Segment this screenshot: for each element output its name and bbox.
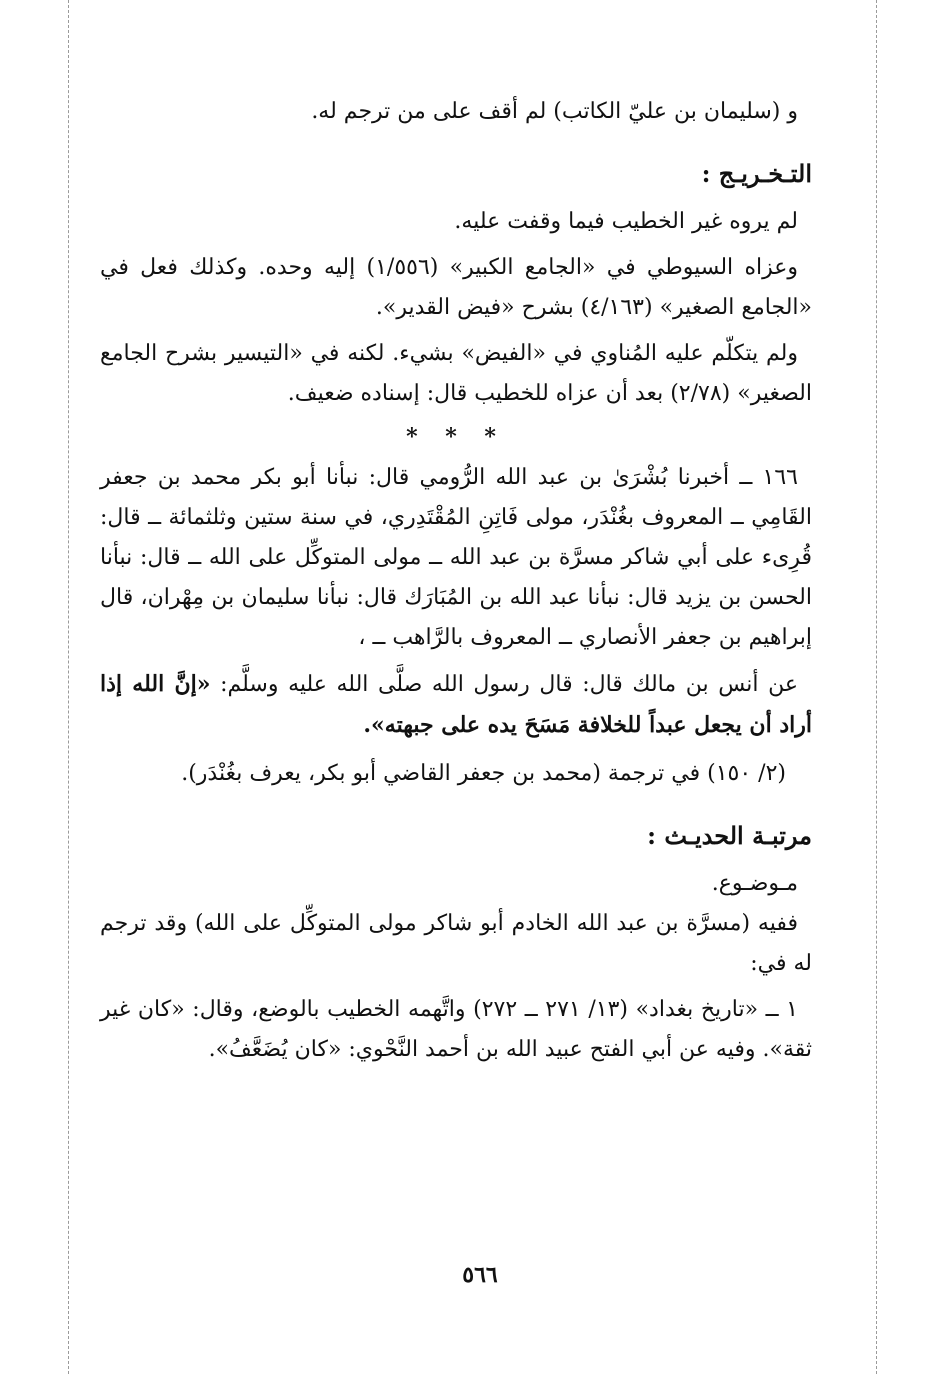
rank-heading: مرتبـة الحديـث : (647, 821, 812, 850)
hadith-matn-text: «إنَّ الله إذا أراد أن يجعل عبداً للخلافة مَسَحَ يده على جبهته». (100, 671, 812, 738)
left-margin-line (68, 0, 69, 1374)
hadith-isnad: ١٦٦ ــ أخبرنا بُشْرَىٰ بن عبد الله الرُّومي قال: نبأنا أبو بكر محمد بن جعفر القَامِي ــ المعروف بغُنْدَر، مولى فَاتِنِ المُقْتَدِري، في سنة ستين وثلثمائة ــ قال: قُرِىء على أبي شاكر مسرَّة بن عبد الله ــ مولى المتوكِّل على الله ــ قال: نبأنا الحسن بن يزيد قال: نبأنا عبد الله بن المُبَارَك قال: نبأنا سليمان بن مِهْران، قال إبراهيم بن جعفر الأنصاري ــ المعروف بالرَّاهب ــ ، (100, 465, 812, 650)
hadith-verdict: مـوضـوع. (711, 871, 798, 896)
paragraph-source-1: ١ ــ «تاريخ بغداد» (١٣/ ٢٧١ ــ ٢٧٢) واتَّهمه الخطيب بالوضع، وقال: «كان غير ثقة». وفيه عن أبي الفتح عبيد الله بن أحمد النَّحْوي: «كان يُضَعَّفُ». (100, 997, 812, 1062)
paragraph-narrator-critique: ففيه (مسرَّة بن عبد الله الخادم أبو شاكر مولى المتوكِّل على الله) وقد ترجم له في: (100, 911, 812, 976)
page-content (100, 92, 812, 1076)
hadith-matn-intro: عن أنس بن مالك قال: قال رسول الله صلَّى الله عليه وسلَّم: (220, 672, 798, 697)
section-separator: * * * (406, 424, 506, 450)
takhrij-heading: التـخـريـج : (701, 159, 812, 188)
paragraph-takhrij-1: لم يروه غير الخطيب فيما وقفت عليه. (454, 209, 798, 234)
page-number: ٥٦٦ (462, 1262, 498, 1288)
paragraph-takhrij-3: ولم يتكلّم عليه المُناوي في «الفيض» بشيء. لكنه في «التيسير بشرح الجامع الصغير» (٢/٧٨) بعد أن عزاه للخطيب قال: إسناده ضعيف. (100, 341, 812, 406)
right-margin-line (876, 0, 877, 1374)
footnote-reference: (٢/ ١٥٠) في ترجمة (محمد بن جعفر القاضي أبو بكر، يعرف بغُنْدَر). (181, 761, 786, 786)
paragraph-takhrij-2: وعزاه السيوطي في «الجامع الكبير» (١/٥٥٦) إليه وحده. وكذلك فعل في «الجامع الصغير» (٤/١٦٣) بشرح «فيض القدير». (100, 255, 812, 320)
paragraph-narrator-note: و (سليمان بن عليّ الكاتب) لم أقف على من ترجم له. (311, 99, 798, 124)
hadith-matn (100, 664, 812, 746)
